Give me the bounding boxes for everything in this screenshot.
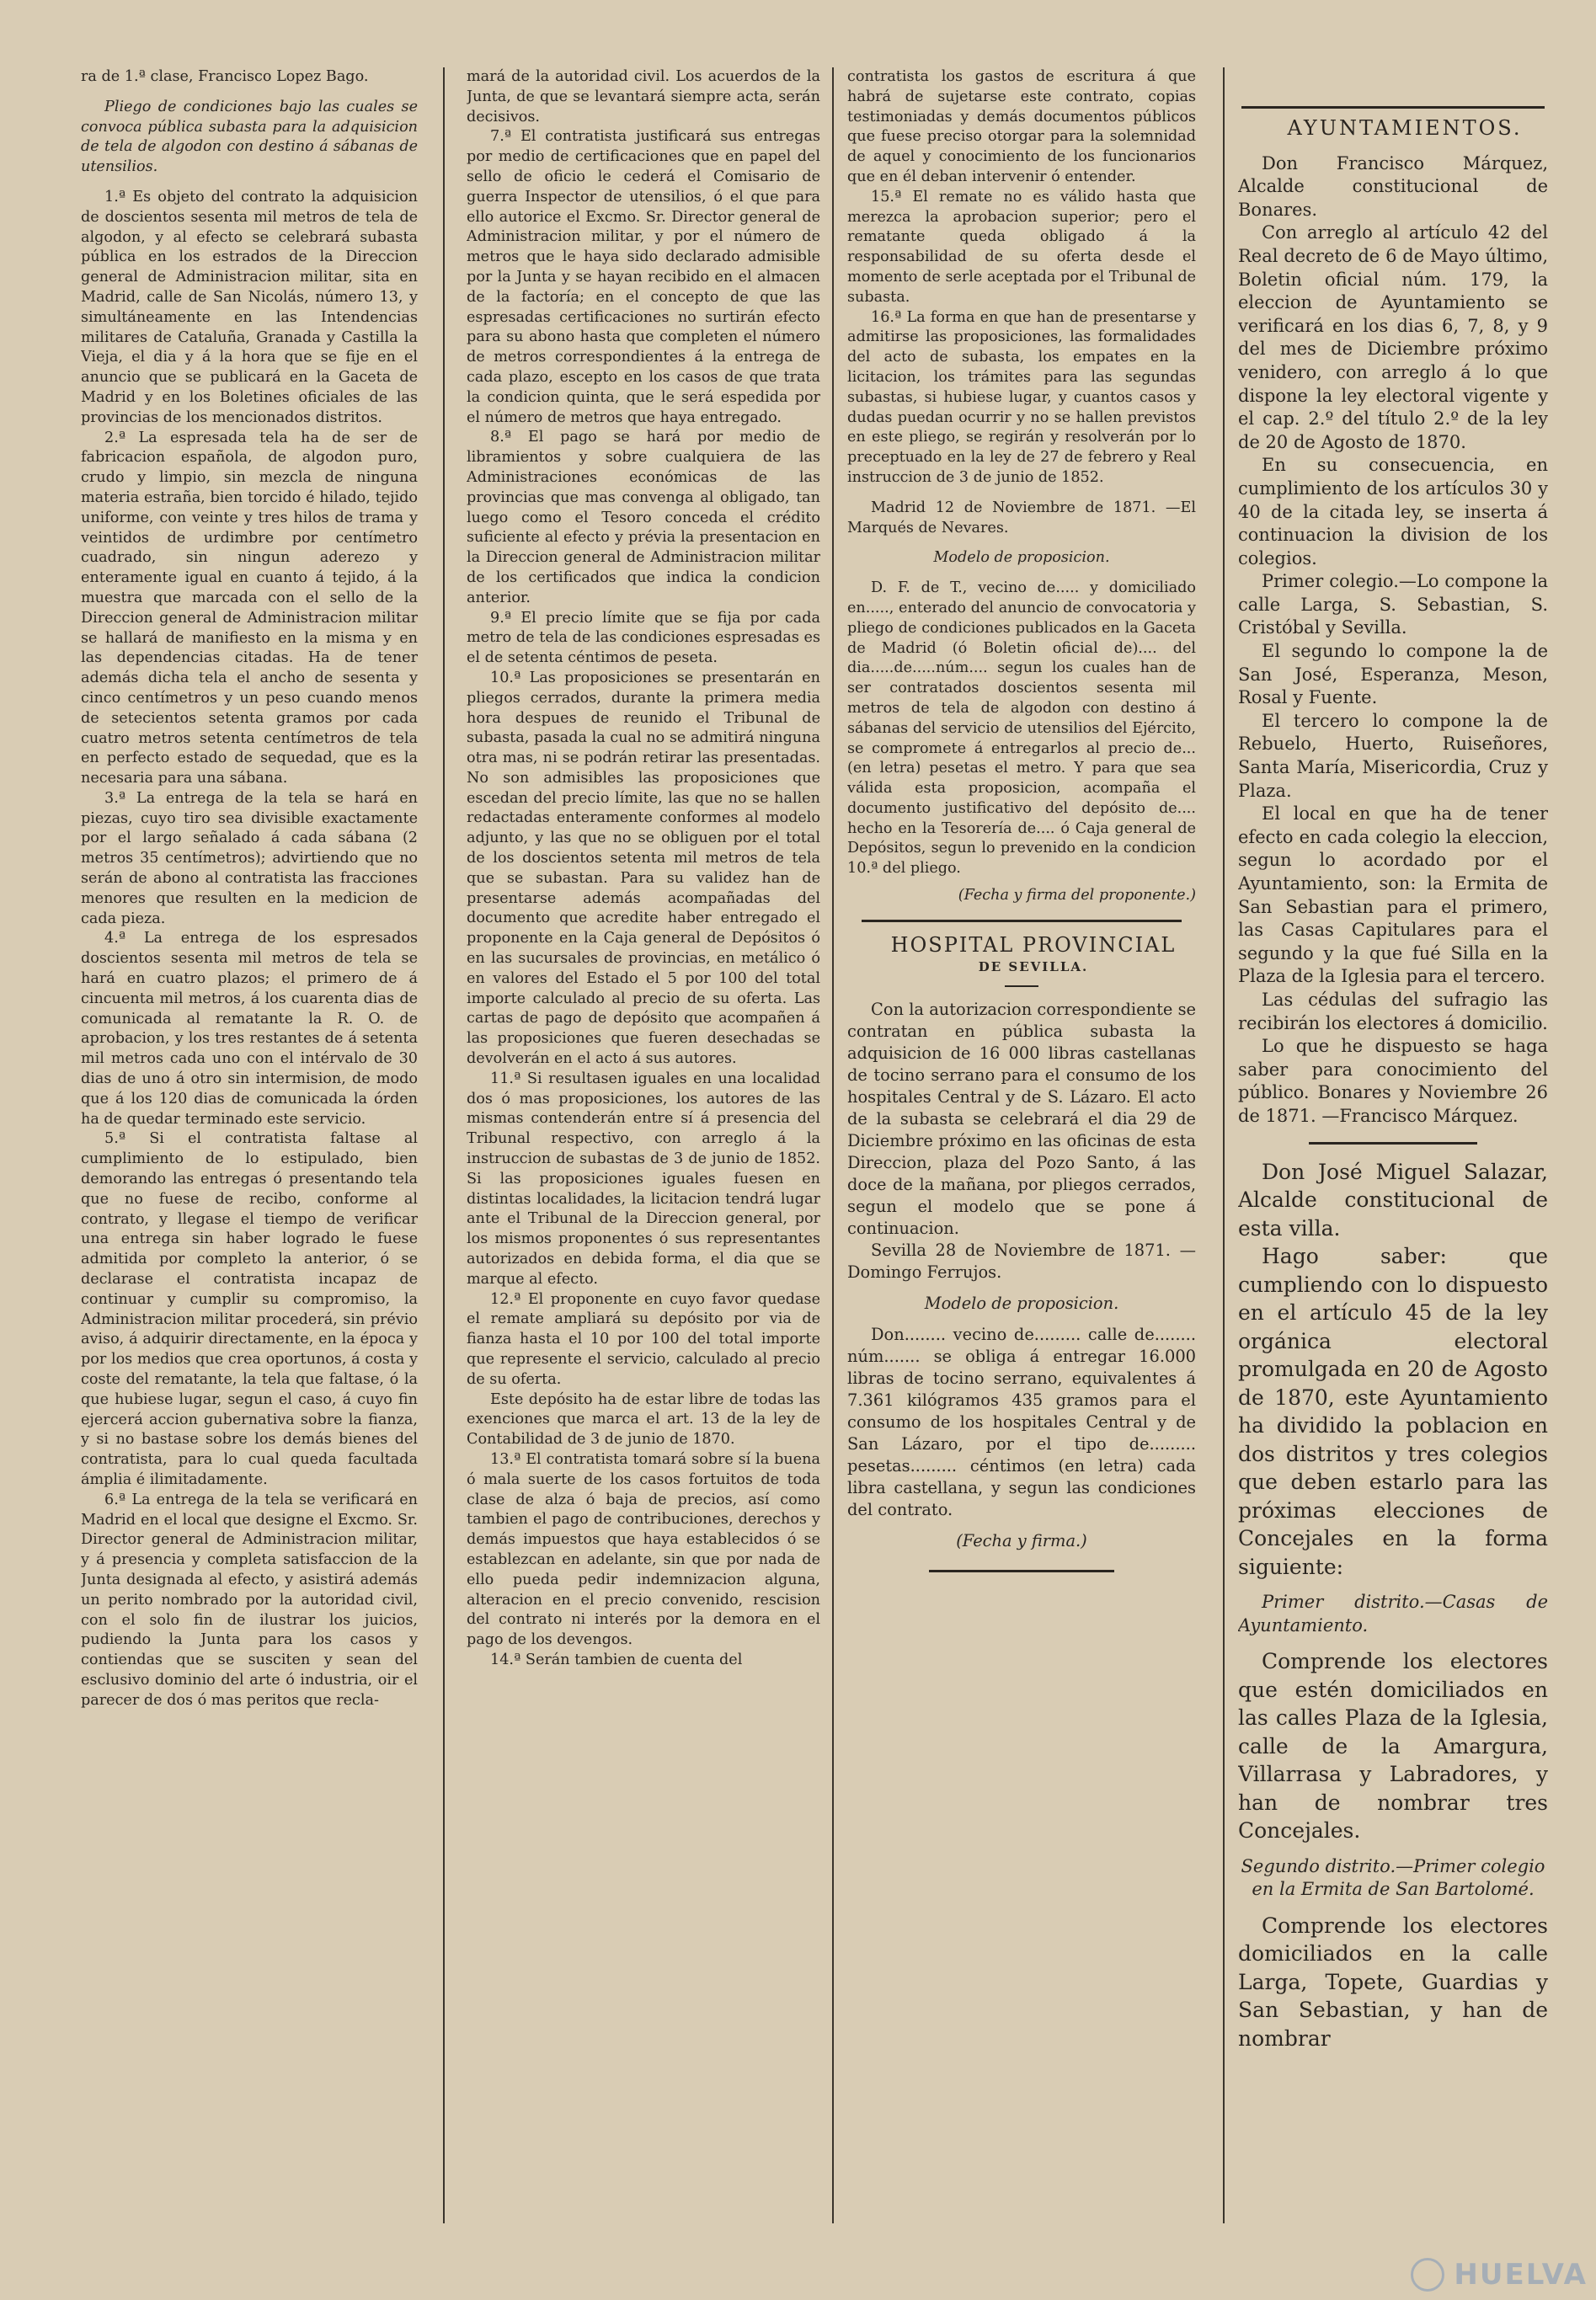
hospital-date: Sevilla 28 de Noviembre de 1871. —Domingo Ferrujos. (847, 1241, 1196, 1283)
bonares-para: Las cédulas del sufragio las recibirán los electores á domicilio. (1238, 989, 1548, 1033)
district-1-text: Comprende los electores que estén domiciliados en las calles Plaza de la Iglesia, calle de la Amargura, Villarrasa y Labradores, y han de nombrar tres Concejales. (1238, 1649, 1548, 1844)
col2-para: 9.ª El precio límite que se fija por cada metro de tela de las condiciones espresadas es el de setenta céntimos de peseta. (467, 609, 820, 667)
bonares-para: Lo que he dispuesto se haga saber para conocimiento del público. Bonares y Noviembre 26 de 1871. —Francisco Márquez. (1238, 1036, 1548, 1126)
seal-icon (1411, 2258, 1444, 2292)
model2-title: Modelo de proposicion. (924, 1294, 1119, 1314)
col1-para: 5.ª Si el contratista faltase al cumplimiento de lo estipulado, bien demorando las entregas ó presentando tela que no fuese de recibo, conforme al contrato, y llegase el tiempo de verificar una entrega sin haber logrado le fuese admitida por completo la anterior, ó se declarase el contratista incapaz de continuar y cumplir su compromiso, la Administracion militar procederá, sin prévio aviso, á adquirir directamente, en la época y por los medios que crea oportunos, á costa y coste del rematante, la tela que faltase, ó la que hubiese lugar, segun el caso, á cuyo fin ejercerá accion gubernativa sobre la fianza, y si no bastase sobre los demás bienes del contratista, para lo cual queda facultada ámplia é ilimitadamente. (81, 1130, 418, 1488)
bonares-para: Con arreglo al artículo 42 del Real decreto de 6 de Mayo último, Boletin oficial núm. 179, la eleccion de Ayuntamiento se verificará en los dias 6, 7, 8, y 9 del mes de Diciembre próximo venidero, con arreglo á lo que dispone la ley electoral vigente y el cap. 2.º del título 2.º de la ley de 20 de Agosto de 1870. (1238, 222, 1548, 452)
bonares-para: El segundo lo compone la de San José, Esperanza, Meson, Rosal y Fuente. (1238, 641, 1548, 708)
model-signature: (Fecha y firma del proponente.) (958, 887, 1196, 905)
salazar-intro: Don José Miguel Salazar, Alcalde constitucional de esta villa. (1238, 1159, 1548, 1241)
section-separator (929, 1570, 1114, 1572)
section-separator (862, 920, 1182, 922)
column-3 (847, 67, 1196, 1586)
col1-para: 1.ª Es objeto del contrato la adquisicion de doscientos sesenta mil metros de tela de algodon, y al efecto se celebrará subasta pública en los estrados de la Direccion general de Administracion militar, sita en Madrid, calle de San Nicolás, número 13, y simultáneamente en las Intendencias militares de Cataluña, Granada y Castilla la Vieja, el dia y á la hora que se fije en el anuncio que se publicará en la Gaceta de Madrid y en los Boletines oficiales de las provincias de los mencionados distritos. (81, 188, 418, 426)
col2-para: 8.ª El pago se hará por medio de libramientos y sobre cualquiera de las Administraciones económicas de las provincias que mas convenga al obligado, tan luego como el Tesoro conceda el crédito suficiente al efecto y prévia la presentacion en la Direccion general de Administracion militar de los certificados que indica la condicion anterior. (467, 429, 820, 606)
bonares-para: Primer colegio.—Lo compone la calle Larga, S. Sebastian, S. Cristóbal y Sevilla. (1238, 571, 1548, 638)
column-rule (1223, 67, 1225, 2223)
hospital-text: Con la autorizacion correspondiente se contratan en pública subasta la adquisicion de 16 000 libras castellanas de tocino serrano para el consumo de los hospitales Central y de S. Lázaro. El acto de la subasta se celebrará el dia 29 de Diciembre próximo en las oficinas de esta Direccion, plaza del Pozo Santo, á las doce de la mañana, por pliegos cerrados, segun el modelo que se pone á continuacion. (847, 1000, 1196, 1239)
column-rule (832, 67, 834, 2223)
watermark-text: HUELVA (1454, 2258, 1588, 2292)
col3-lead: contratista los gastos de escritura á que habrá de sujetarse este contrato, copias testimoniadas y demás documentos públicos que fuese preciso otorgar para la solemnidad de aquel y conocimiento de los funcionarios que en él deban intervenir ó entender. (847, 68, 1196, 185)
col3-date: Madrid 12 de Noviembre de 1871. —El Marqués de Nevares. (847, 499, 1196, 536)
model-title: Modelo de proposicion. (933, 549, 1110, 567)
column-rule (443, 67, 445, 2223)
col2-para: 14.ª Serán tambien de cuenta del (490, 1651, 743, 1668)
bonares-intro: Don Francisco Márquez, Alcalde constitucional de Bonares. (1238, 152, 1548, 220)
col2-para: 11.ª Si resultasen iguales en una localidad dos ó mas proposiciones, los autores de las mismas contenderán entre sí á presencia del Tribunal respectivo, con arreglo á la instruccion de subastas de 3 de junio de 1852. Si las proposiciones iguales fuesen en distintas localidades, la licitacion tendrá lugar ante el Tribunal de la Direccion general, por los mismos proponentes ó sus representantes autorizados en debida forma, el dia que se marque al efecto. (467, 1070, 820, 1288)
section-separator (1309, 1142, 1477, 1145)
col2-para: 10.ª Las proposiciones se presentarán en pliegos cerrados, durante la primera media hora despues de reunido el Tribunal de subasta, pasada la cual no se admitirá ninguna otra mas, ni se podrán retirar las presentadas. No son admisibles las proposiciones que escedan del precio límite, las que no se hallen redactadas enteramente conformes al modelo adjunto, y las que no se obliguen por el total de los doscientos setenta mil metros de tela que se subastan. Para su validez han de presentarse además acompañadas del documento que acredite haber entregado el proponente en la Caja general de Depósitos ó en las sucursales de provincias, en metálico ó en valores del Estado el 5 por 100 del total importe calculado al precio de su oferta. Las cartas de pago de depósito que acompañen á las proposiciones que fueren desechadas se devolverán en el acto á sus autores. (467, 669, 820, 1068)
column-1 (81, 67, 418, 1711)
col1-para: 2.ª La espresada tela ha de ser de fabricacion española, de algodon puro, crudo y limpio, sin mezcla de ninguna materia estraña, bien torcido é hilado, tejido uniforme, con veinte y tres hilos de trama y veintidos de urdimbre por centímetro cuadrado, sin ningun aderezo y enteramente igual en cuanto á tejido, á la muestra que marcada con el sello de la Direccion general de Administracion militar se hallará de manifiesto en la misma y en las dependencias citadas. Ha de tener además dicha tela el ancho de sesenta y cinco centímetros y un peso cuando menos de setecientos setenta gramos por cada cuatro metros setenta centímetros de tela en perfecto estado de sequedad, que es la necesaria para una sábana. (81, 429, 418, 787)
col3-para: 15.ª El remate no es válido hasta que merezca la aprobacion superior; pero el rematante queda obligado á la responsabilidad de su oferta desde el momento de serle aceptada por el Tribunal de subasta. (847, 188, 1196, 306)
district-2-title: Segundo distrito.—Primer colegio en la Ermita de San Bartolomé. (1241, 1855, 1545, 1900)
col2-para: 13.ª El contratista tomará sobre sí la buena ó mala suerte de los casos fortuitos de toda clase de alza ó baja de precios, así como tambien el pago de contribuciones, derechos y demás impuestos que haya establecidos ó se establezcan en adelante, sin que por nada de ello pueda pedir indemnizacion alguna, alteracion en el precio convenido, rescision del contrato ni interés por la demora en el pago de los devengos. (467, 1450, 820, 1649)
col3-para: 16.ª La forma en que han de presentarse y admitirse las proposiciones, las formalidades del acto de subasta, los empates en la licitacion, los trámites para las segundas subastas, si hubiese lugar, y cuantos casos y dudas puedan ocurrir y no se hallen previstos en este pliego, se regirán y resolverán por lo preceptuado en la ley de 27 de febrero y Real instruccion de 3 de junio de 1852. (847, 308, 1196, 486)
salazar-text: Hago saber: que cumpliendo con lo dispuesto en el artículo 45 de la ley orgánica electoral promulgada en 20 de Agosto de 1870, este Ayuntamiento ha dividido la poblacion en dos distritos y tres colegios que deben estarlo para las próximas elecciones de Concejales en la forma siguiente: (1238, 1244, 1548, 1579)
district-1-title: Primer distrito.—Casas de Ayuntamiento. (1238, 1592, 1548, 1636)
column-4 (1238, 67, 1548, 2052)
bonares-para: El tercero lo compone la de Rebuelo, Huerto, Ruiseñores, Santa María, Misericordia, Cruz y Plaza. (1238, 710, 1548, 801)
col1-para: 6.ª La entrega de la tela se verificará en Madrid en el local que designe el Excmo. Sr. Director general de Administracion militar, y á presencia y completa satisfaccion de la Junta designada al efecto, y asistirá además un perito nombrado por la autoridad civil, con el solo fin de ilustrar los juicios, pudiendo la Junta para los casos y contiendas que se susciten y sean del esclusivo dominio del arte ó industria, oir el parecer de dos ó mas peritos que recla- (81, 1491, 418, 1709)
col2-lead: mará de la autoridad civil. Los acuerdos de la Junta, de que se levantará siempre acta, serán decisivos. (467, 68, 820, 125)
col2-para: 7.ª El contratista justificará sus entregas por medio de certificaciones que en papel del sello de oficio le cederá el Comisario de guerra Inspector de utensilios, ó el que para ello autorice el Excmo. Sr. Director general de Administracion militar, y por el número de metros que le haya sido declarado admisible por la Junta y se hayan recibido en el almacen de la factoría; en el concepto de que las espresadas certificaciones no surtirán efecto para su abono hasta que completen el número de metros correspondientes á la entrega de cada plazo, escepto en los casos de que trata la condicion quinta, que le será espedida por el número de metros que haya entregado. (467, 128, 820, 426)
separator-dash (1005, 985, 1038, 987)
ayuntamientos-header: AYUNTAMIENTOS. (1287, 116, 1523, 140)
col1-title: Pliego de condiciones bajo las cuales se convoca pública subasta para la adquisicion de tela de algodon con destino á sábanas de utensilios. (81, 98, 418, 176)
col1-lead: ra de 1.ª clase, Francisco Lopez Bago. (81, 68, 369, 85)
hospital-title: HOSPITAL PROVINCIAL (890, 932, 1177, 957)
model2-text: Don........ vecino de......... calle de........ núm....... se obliga á entregar 16.000 libras de tocino serrano, equivalentes á 7.361 kilógramos 435 gramos para el consumo de los hospitales Central y de San Lázaro, por el tipo de......... pesetas......... céntimos (en letra) cada libra castellana, y segun las condiciones del contrato. (847, 1325, 1196, 1520)
bonares-para: En su consecuencia, en cumplimiento de los artículos 30 y 40 de la citada ley, se inserta á continuacion la division de los colegios. (1238, 455, 1548, 568)
hospital-subtitle: DE SEVILLA. (978, 958, 1089, 974)
district-2-text: Comprende los electores domiciliados en la calle Larga, Topete, Guardias y San Sebastian, y han de nombrar (1238, 1913, 1548, 2051)
col2-para: 12.ª El proponente en cuyo favor quedase el remate ampliará su depósito por via de fianza hasta el 10 por 100 del total importe que represente el servicio, calculado al precio de su oferta. (467, 1290, 820, 1388)
section-separator (1241, 106, 1545, 109)
col2-para: Este depósito ha de estar libre de todas las exenciones que marca el art. 13 de la ley de Contabilidad de 3 de junio de 1870. (467, 1390, 820, 1449)
col1-para: 4.ª La entrega de los espresados doscientos sesenta mil metros de tela se hará en cuatro plazos; el primero de á cincuenta mil metros, á los cuarenta dias de comunicada al rematante la R. O. de aprobacion, y los tres restantes de á setenta mil metros cada uno con el intérvalo de 30 dias de uno á otro sin intermision, de modo que á los 120 dias de comunicada la órden ha de quedar terminado este servicio. (81, 930, 418, 1128)
bonares-para: El local en que ha de tener efecto en cada colegio la eleccion, segun lo acordado por el Ayuntamiento, son: la Ermita de San Sebastian para el primero, las Casas Capitulares para el segundo y la que fué Silla en la Plaza de la Iglesia para el tercero. (1238, 803, 1548, 987)
archive-watermark (1411, 2258, 1588, 2292)
col1-para: 3.ª La entrega de la tela se hará en piezas, cuyo tiro sea divisible exactamente por el largo señalado á cada sábana (2 metros 35 centímetros); advirtiendo que no serán de abono al contratista las fracciones menores que resulten en la medicion de cada pieza. (81, 789, 418, 927)
model2-signature: (Fecha y firma.) (956, 1531, 1087, 1551)
model-text: D. F. de T., vecino de..... y domiciliado en....., enterado del anuncio de convocatoria y pliego de condiciones publicados en la Gaceta de Madrid (ó Boletin oficial de).... del dia.....de.....núm.... segun los cuales han de ser contratados doscientos sesenta mil metros de tela de algodon con destino á sábanas del servicio de utensilios del Ejército, se compromete á entregarlos al precio de... (en letra) pesetas el metro. Y para que sea válida esta proposicion, acompaña el documento justificativo del depósito de.... hecho en la Tesorería de.... ó Caja general de Depósitos, segun lo prevenido en la condicion 10.ª del pliego. (847, 579, 1196, 878)
column-2 (467, 67, 820, 1671)
